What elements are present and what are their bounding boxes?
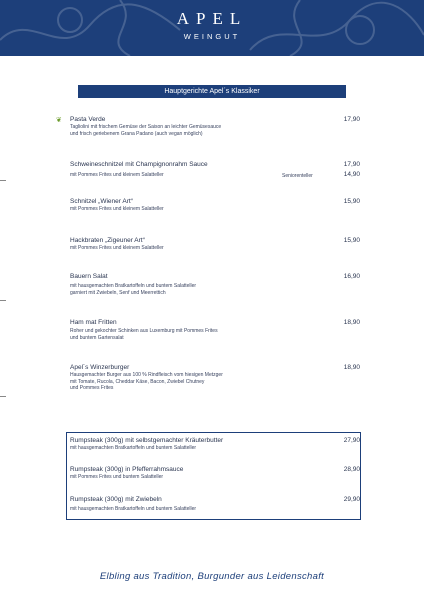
dish-name: Schweineschnitzel mit Champignonrahm Sauce — [70, 161, 208, 168]
steak-item — [70, 466, 360, 481]
margin-mark — [0, 300, 6, 301]
dish-description: und buntem Gartensalat — [70, 334, 124, 341]
brand-name: APEL — [176, 9, 248, 28]
dish-price: 18,90 — [343, 319, 360, 326]
dish-name: Schnitzel „Wiener Art“ — [70, 198, 133, 205]
dish-price: 15,90 — [343, 237, 360, 244]
menu-item-schnitzel-wiener-art — [70, 198, 360, 213]
leaf-icon: ❦ — [56, 117, 62, 124]
dish-price: 28,90 — [343, 466, 360, 473]
dish-description: mit hausgemachten Bratkartoffeln und buntem Salatteller — [70, 283, 197, 289]
dish-description: mit hausgemachten Bratkartoffeln und buntem Salatteller — [70, 445, 197, 451]
dish-name: Bauern Salat — [70, 273, 108, 280]
dish-description: mit Pommes Frites und kleinem Salatteller — [70, 206, 164, 212]
header-banner — [0, 0, 424, 56]
senior-plate-price: 14,90 — [343, 171, 360, 178]
menu-item-ham-mat-fritten — [70, 319, 360, 341]
brand-subtitle: WEINGUT — [183, 32, 241, 41]
menu-item-pasta-verde — [70, 116, 360, 137]
dish-description: garniert mit Zwiebeln, Senf und Meerrettich — [70, 289, 166, 296]
menu-item-bauern-salat — [70, 273, 360, 296]
margin-mark — [0, 180, 6, 181]
dish-price: 17,90 — [343, 161, 360, 168]
dish-name: Ham mat Fritten — [70, 319, 117, 326]
dish-description: mit Pommes Frites und kleinem Salatteller — [70, 245, 164, 251]
dish-description: und frisch geriebenem Grana Padano (auch vegan möglich) — [70, 130, 203, 137]
section-title: Hauptgerichte Apel´s Klassiker — [78, 85, 346, 98]
menu-item-schweineschnitzel — [70, 161, 360, 179]
dish-price: 29,90 — [343, 496, 360, 503]
dish-name: Rumpsteak (300g) in Pfefferrahmsauce — [70, 466, 184, 473]
dish-description: mit Tomate, Rucola, Cheddar Käse, Bacon, Zwiebel Chutney — [70, 378, 205, 385]
steak-item — [70, 437, 360, 452]
dish-name: Pasta Verde — [70, 116, 106, 123]
menu-item-winzerburger — [70, 364, 360, 392]
dish-price: 18,90 — [343, 364, 360, 371]
steak-item — [70, 496, 360, 513]
dish-description: Tagliolini mit frischem Gemüse der Saison an leichter Gemüsesauce — [70, 124, 222, 130]
dish-description: mit Pommes Frites und kleinem Salatteller — [70, 172, 164, 178]
senior-plate-label: Seniorenteller — [282, 173, 313, 179]
dish-name: Rumpsteak (300g) mit selbstgemachter Kräuterbutter — [70, 437, 224, 444]
dish-description: mit hausgemachten Bratkartoffeln und buntem Salatteller — [70, 506, 197, 512]
dish-name: Apel´s Winzerburger — [70, 364, 130, 371]
dish-price: 17,90 — [343, 116, 360, 123]
dish-price: 15,90 — [343, 198, 360, 205]
dish-description: mit Pommes Frites und buntem Salatteller — [70, 474, 164, 480]
dish-price: 27,90 — [343, 437, 360, 444]
dish-price: 16,90 — [343, 273, 360, 280]
dish-name: Hackbraten „Zigeuner Art“ — [70, 237, 145, 244]
menu-item-hackbraten — [70, 237, 360, 252]
margin-mark — [0, 396, 6, 397]
dish-name: Rumpsteak (300g) mit Zwiebeln — [70, 496, 162, 503]
footer-slogan: Elbling aus Tradition, Burgunder aus Leidenschaft — [99, 571, 325, 582]
dish-description: Roher und gekochter Schinken aus Luxemburg mit Pommes Frites — [70, 328, 218, 334]
dish-description: Hausgemachter Burger aus 100 % Rindfleisch vom hiesigen Metzger — [70, 372, 223, 378]
dish-description: und Pommes Frites — [70, 385, 114, 391]
